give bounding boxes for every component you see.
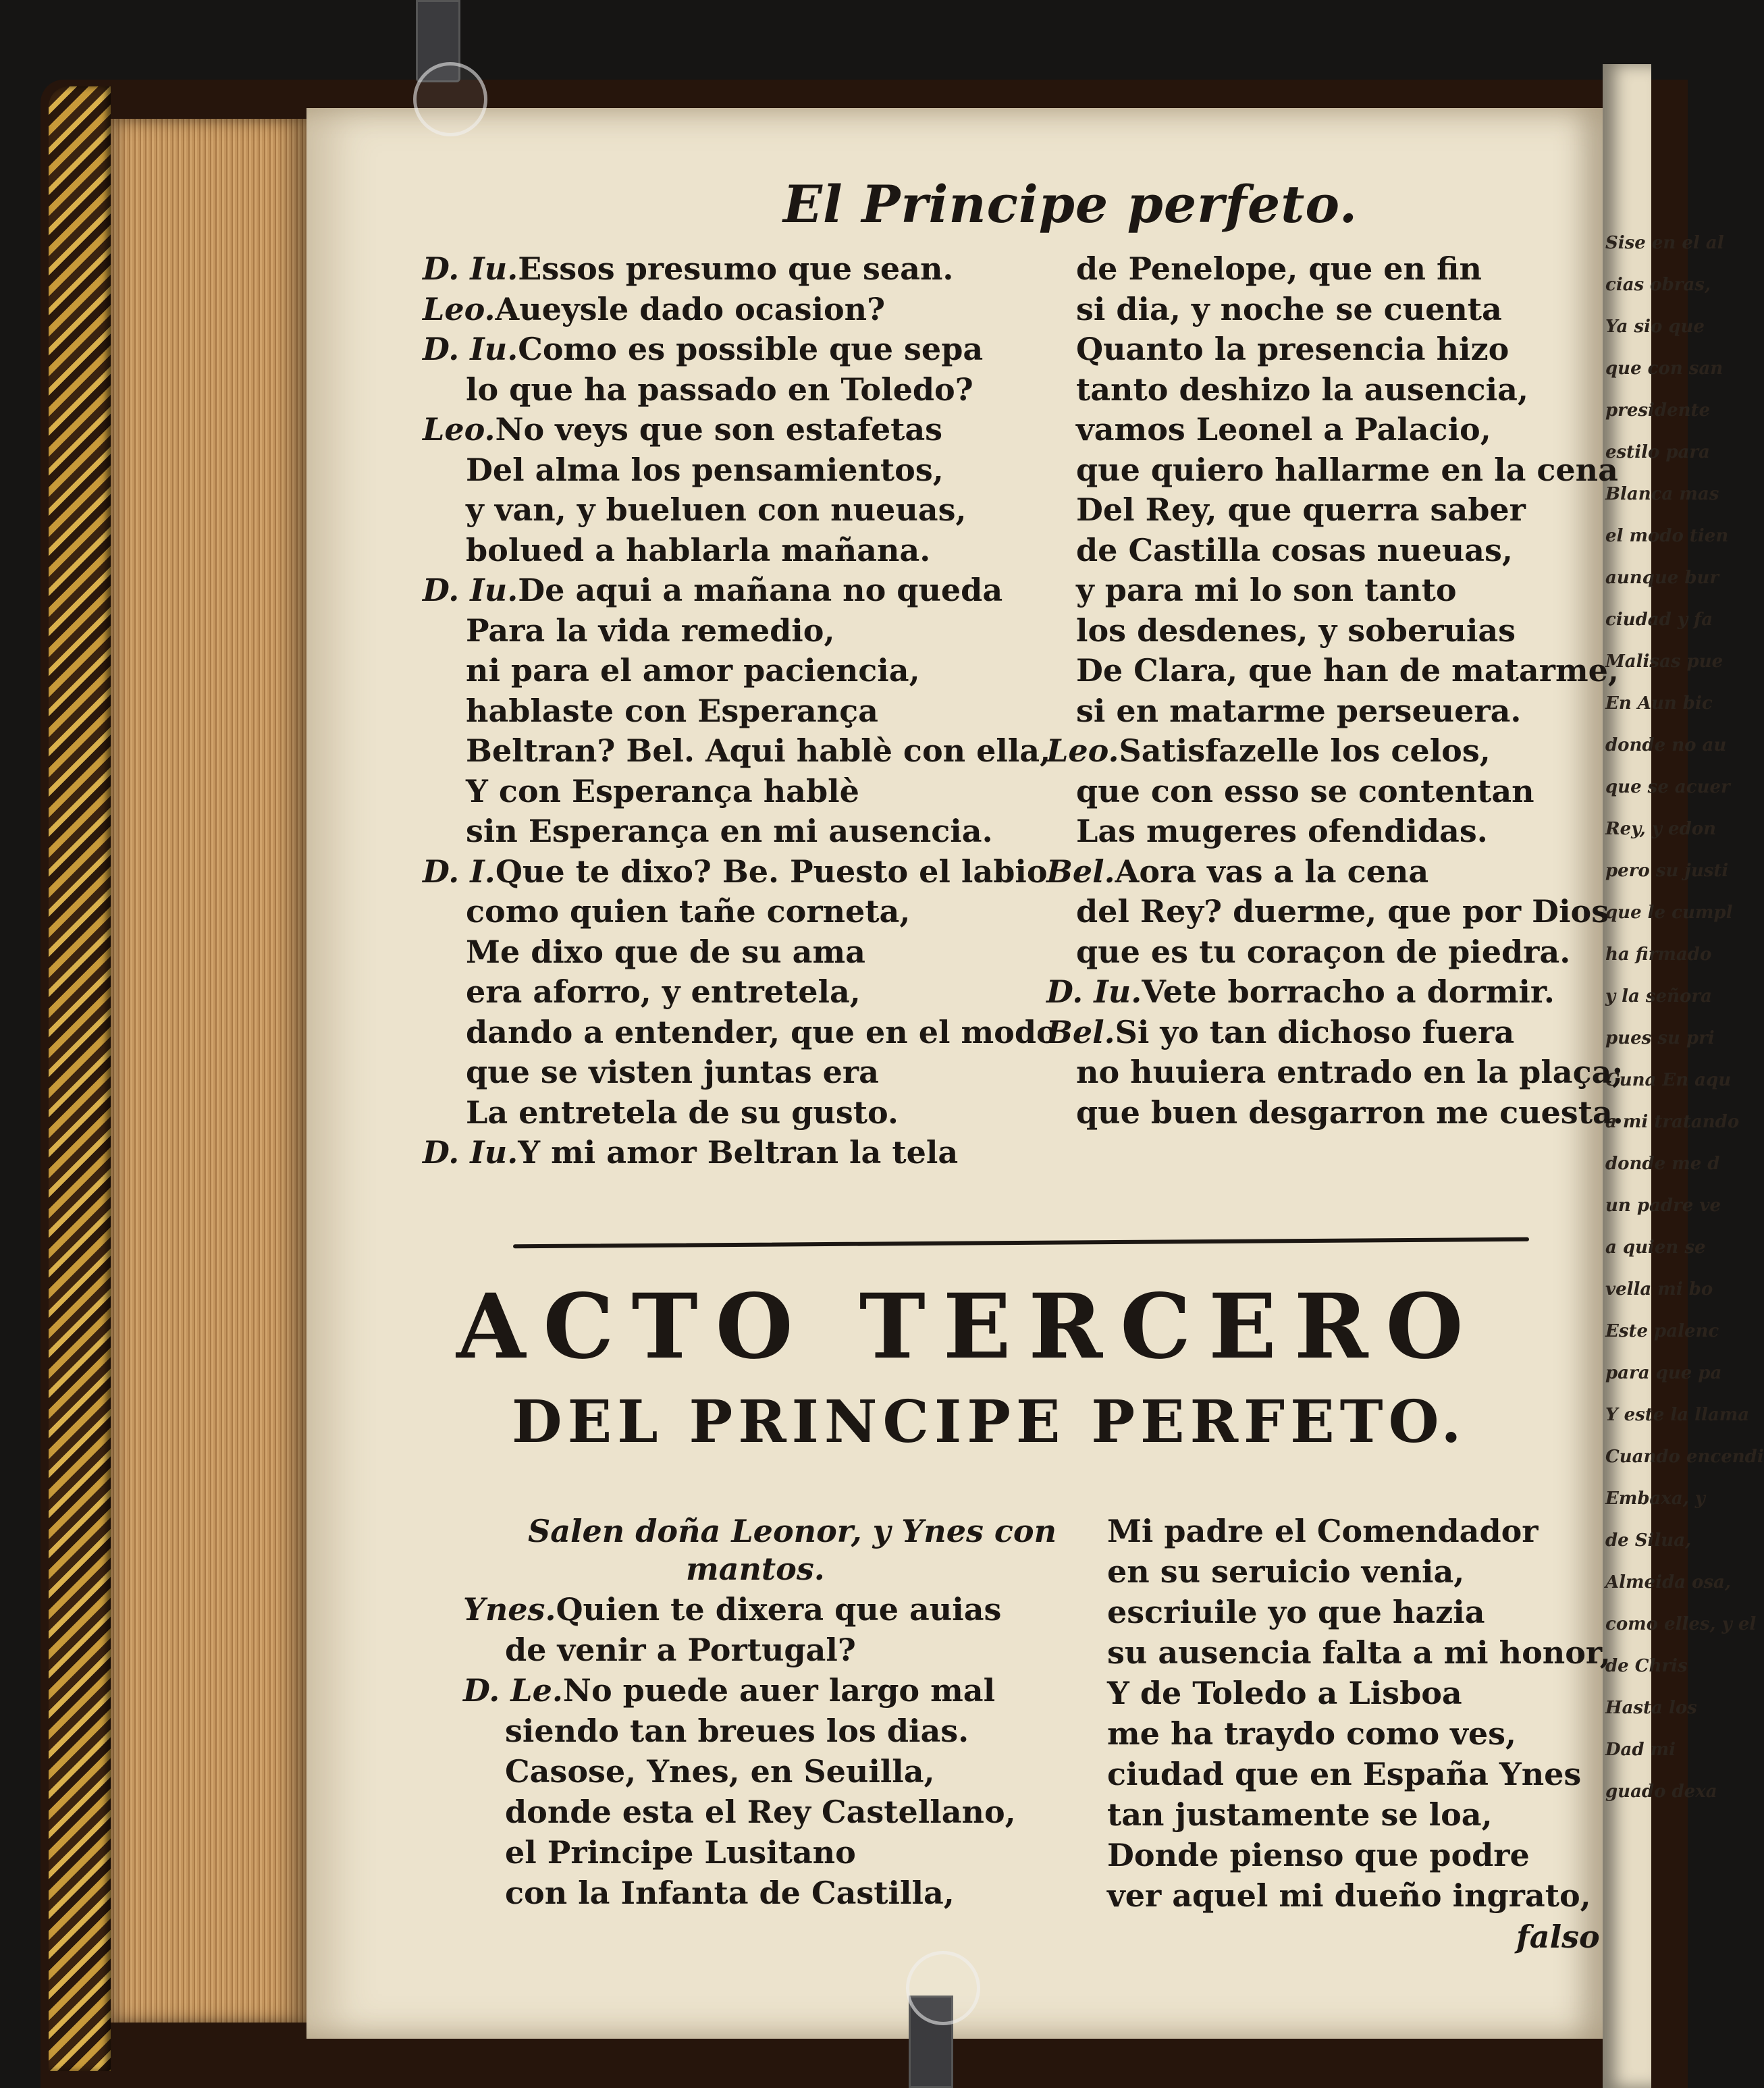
speaker-label: D. Iu. (423, 572, 518, 608)
verse-line (1076, 290, 1502, 328)
verse-text: Del Rey, que querra saber (1076, 491, 1526, 528)
verse-text: Y mi amor Beltran la tela (518, 1134, 959, 1171)
verse-line (1076, 250, 1482, 288)
verse-line (1107, 1796, 1493, 1833)
verse-text: siendo tan breues los dias. (505, 1713, 969, 1749)
facing-page-fragment: Ya sio que (1605, 317, 1705, 337)
verse-line (1107, 1877, 1591, 1915)
stage-direction-line: Salen doña Leonor, y Ynes con (528, 1513, 1057, 1549)
verse-line (466, 1053, 879, 1091)
speaker-label: D. Iu. (1046, 973, 1142, 1010)
verse-line (1046, 853, 1428, 890)
verse-text: que se visten juntas era (466, 1054, 879, 1090)
verse-line (1076, 371, 1528, 408)
verse-line (466, 1013, 1057, 1051)
verse-line (505, 1752, 935, 1790)
verse-text: de Penelope, que en fin (1076, 250, 1482, 287)
facing-page-fragment: En Aun bic (1605, 693, 1713, 714)
verse-line (423, 290, 885, 328)
verse-line (466, 371, 973, 408)
facing-page-fragment: Cuando encendi (1605, 1447, 1764, 1467)
verse-line (423, 1133, 958, 1171)
facing-page-fragment: el modo tien (1605, 526, 1729, 546)
verse-text: Aora vas a la cena (1115, 853, 1429, 890)
facing-page-fragment: de Silua, (1605, 1530, 1692, 1551)
verse-line (463, 1590, 1001, 1628)
verse-text: lo que ha passado en Toledo? (466, 371, 973, 408)
facing-page-fragment: que con san (1605, 358, 1723, 379)
facing-page-fragment: Este palenc (1605, 1321, 1719, 1341)
verse-text: los desdenes, y soberuias (1076, 612, 1516, 649)
facing-page-fragment: a mi tratando (1605, 1112, 1740, 1132)
verse-text: vamos Leonel a Palacio, (1076, 411, 1491, 448)
verse-text: de venir a Portugal? (505, 1632, 856, 1668)
verse-line (1076, 491, 1526, 529)
verse-line (505, 1712, 969, 1750)
verse-text: Y con Esperança hablè (466, 772, 859, 809)
speaker-label: Bel. (1046, 1013, 1115, 1050)
verse-line (423, 330, 983, 368)
verse-text: Donde pienso que podre (1107, 1837, 1530, 1873)
facing-page-fragment: donde no au (1605, 735, 1727, 755)
verse-text: que es tu coraçon de piedra. (1076, 933, 1571, 970)
facing-page-fragment: ha firmado (1605, 944, 1712, 965)
verse-text: De aqui a mañana no queda (518, 572, 1003, 608)
verse-text: tanto deshizo la ausencia, (1076, 371, 1528, 408)
verse-line (1076, 651, 1619, 689)
verse-text: del Rey? duerme, que por Dios (1076, 893, 1609, 930)
verse-text: De Clara, que han de matarme, (1076, 652, 1619, 689)
verse-line (1046, 973, 1555, 1011)
facing-page-fragment: cias obras, (1605, 275, 1711, 295)
verse-line (1107, 1553, 1464, 1590)
facing-page-fragment: Rey, y edon (1605, 819, 1716, 839)
facing-page-fragment: presidente (1605, 400, 1711, 421)
verse-line (1076, 571, 1457, 609)
verse-text: sin Esperança en mi ausencia. (466, 813, 993, 849)
verse-line (1107, 1512, 1539, 1550)
verse-text: ni para el amor paciencia, (466, 652, 920, 689)
verse-line (466, 612, 834, 649)
verse-line (466, 933, 865, 971)
verse-text: Para la vida remedio, (466, 612, 835, 649)
verse-text: No veys que son estafetas (495, 411, 943, 448)
verse-line (1046, 732, 1491, 770)
verse-text: Me dixo que de su ama (466, 933, 865, 970)
speaker-label: Leo. (423, 411, 496, 448)
verse-line (466, 973, 861, 1011)
verse-line (423, 571, 1003, 609)
speaker-label: D. Iu. (423, 250, 518, 287)
verse-line (1076, 1053, 1623, 1091)
verse-text: hablaste con Esperança (466, 692, 878, 729)
facing-page-fragment: a quien se (1605, 1237, 1706, 1258)
verse-text: me ha traydo como ves, (1107, 1715, 1517, 1752)
verse-line (1107, 1715, 1516, 1752)
facing-page-fragment: que le cumpl (1605, 903, 1733, 923)
facing-page-fragment: Cuna En aqu (1605, 1070, 1732, 1090)
verse-text: Como es possible que sepa (518, 331, 984, 367)
speaker-label: Leo. (1046, 732, 1119, 769)
verse-text: era aforro, y entretela, (466, 973, 861, 1010)
verse-line (1076, 772, 1534, 810)
verse-text: ciudad que en España Ynes (1107, 1756, 1582, 1792)
verse-line (1076, 451, 1618, 489)
verse-line (466, 491, 966, 529)
verse-line (463, 1671, 995, 1709)
verse-text: Satisfazelle los celos, (1119, 732, 1491, 769)
verse-text: donde esta el Rey Castellano, (505, 1794, 1016, 1830)
verse-text: que buen desgarron me cuesta. (1076, 1094, 1624, 1131)
speaker-label: Ynes. (463, 1591, 556, 1628)
facing-page-fragment: Blanca mas (1605, 484, 1719, 504)
verse-text: Beltran? Bel. Aqui hablè con ella, (466, 732, 1051, 769)
speaker-label: D. Le. (463, 1672, 563, 1709)
verse-line (1107, 1593, 1485, 1631)
verse-text: su ausencia falta a mi honor, (1107, 1634, 1611, 1671)
verse-line (466, 1094, 899, 1131)
verse-text: dando a entender, que en el modo (466, 1013, 1057, 1050)
facing-page-fragment: ciudad y fa (1605, 610, 1713, 630)
facing-page-fragment: como elles, y el (1605, 1614, 1757, 1634)
facing-page-fragment: aunque bur (1605, 568, 1719, 588)
verse-line (1076, 531, 1513, 569)
verse-text: ver aquel mi dueño ingrato, (1107, 1877, 1591, 1914)
verse-line (1076, 892, 1609, 930)
verse-line (1046, 1013, 1514, 1051)
facing-page-fragment: Malisas pue (1605, 651, 1723, 672)
verse-line (1076, 933, 1570, 971)
verse-line (1107, 1674, 1462, 1712)
verse-text: Del alma los pensamientos, (466, 451, 944, 488)
verse-line (423, 853, 1048, 890)
verse-text: con la Infanta de Castilla, (505, 1875, 955, 1911)
verse-text: Mi padre el Comendador (1107, 1513, 1539, 1549)
verse-text: Vete borracho a dormir. (1142, 973, 1555, 1010)
verse-text: Quien te dixera que auias (556, 1591, 1002, 1628)
speaker-label: Leo. (423, 290, 496, 327)
act-title: ACTO TERCERO (456, 1275, 1481, 1379)
verse-text: tan justamente se loa, (1107, 1796, 1493, 1833)
verse-line (1076, 410, 1491, 448)
verse-line (1076, 1094, 1624, 1131)
verse-line (505, 1874, 955, 1912)
speaker-label: D. I. (423, 853, 496, 890)
verse-line (466, 892, 910, 930)
facing-page-fragment: Hasta los (1605, 1698, 1697, 1718)
speaker-label: D. Iu. (423, 1134, 518, 1171)
verse-text: Que te dixo? Be. Puesto el labio (495, 853, 1048, 890)
running-head: El Principe perfeto. (783, 174, 1358, 234)
verse-line (1076, 612, 1516, 649)
verse-text: Essos presumo que sean. (518, 250, 954, 287)
verse-text: en su seruicio venia, (1107, 1553, 1465, 1590)
verse-text: si dia, y noche se cuenta (1076, 290, 1502, 327)
top-clip-ring (413, 62, 487, 136)
verse-text: que quiero hallarme en la cena (1076, 451, 1618, 488)
verse-text: No puede auer largo mal (562, 1672, 996, 1709)
verse-text: La entretela de su gusto. (466, 1094, 899, 1131)
verse-text: el Principe Lusitano (505, 1834, 856, 1871)
facing-page-fragment: guado dexa (1605, 1782, 1717, 1802)
stage-direction-line: mantos. (686, 1551, 825, 1587)
verse-text: bolued a hablarla mañana. (466, 531, 931, 568)
verse-line (505, 1793, 1016, 1831)
verse-line (1107, 1755, 1581, 1793)
facing-page-fragment: estilo para (1605, 442, 1710, 462)
verse-line (1076, 812, 1488, 850)
verse-line (1107, 1836, 1530, 1874)
facing-page-fragment: Almeida osa, (1605, 1572, 1731, 1592)
facing-page-fragment: y la señora (1605, 986, 1712, 1007)
verse-line (505, 1631, 856, 1669)
verse-text: y van, y bueluen con nueuas, (466, 491, 967, 528)
verse-text: y para mi lo son tanto (1076, 572, 1457, 608)
facing-page-fragment: Dad mi (1605, 1740, 1676, 1760)
facing-page-fragment: pues su pri (1605, 1028, 1715, 1048)
verse-text: Y de Toledo a Lisboa (1107, 1675, 1462, 1711)
speaker-label: D. Iu. (423, 331, 518, 367)
verse-text: Si yo tan dichoso fuera (1115, 1013, 1515, 1050)
verse-line (1076, 692, 1521, 730)
verse-text: que con esso se contentan (1076, 772, 1534, 809)
facing-page-fragment: Y este la llama (1605, 1405, 1750, 1425)
verse-line (505, 1833, 856, 1871)
act-subtitle: DEL PRINCIPE PERFETO. (512, 1388, 1467, 1456)
verse-line (1076, 330, 1509, 368)
verse-line (466, 651, 920, 689)
verse-text: si en matarme perseuera. (1076, 692, 1522, 729)
verse-text: Aueysle dado ocasion? (495, 290, 886, 327)
facing-page-fragment: pero su justi (1605, 861, 1729, 881)
facing-page-fragment: Embaxa, y (1605, 1489, 1705, 1509)
gilt-border (49, 86, 111, 2071)
verse-line (466, 732, 1050, 770)
facing-page-fragment: un padre ve (1605, 1196, 1721, 1216)
verse-line (423, 410, 942, 448)
verse-text: no huuiera entrado en la plaça; (1076, 1054, 1624, 1090)
bottom-clip-ring (906, 1951, 980, 2025)
verse-line (466, 812, 993, 850)
facing-page-fragment: donde me d (1605, 1154, 1720, 1174)
verse-line (466, 692, 878, 730)
verse-line (1107, 1634, 1611, 1671)
verse-text: como quien tañe corneta, (466, 893, 911, 930)
verse-text: de Castilla cosas nueuas, (1076, 531, 1513, 568)
facing-page-fragment: de Chris (1605, 1656, 1688, 1676)
verse-text: Quanto la presencia hizo (1076, 331, 1509, 367)
verse-text: escriuile yo que hazia (1107, 1594, 1485, 1630)
facing-page-fragment: para que pa (1605, 1363, 1722, 1383)
verse-text: Las mugeres ofendidas. (1076, 813, 1488, 849)
facing-page-fragment: vella mi bo (1605, 1279, 1713, 1300)
verse-line (466, 451, 944, 489)
verse-text: Casose, Ynes, en Seuilla, (505, 1753, 935, 1790)
speaker-label: Bel. (1046, 853, 1115, 890)
facing-page-fragment: que se acuer (1605, 777, 1730, 797)
catchword: falso (1516, 1919, 1600, 1955)
page-edges (111, 119, 306, 2023)
facing-page-fragment: Sise en el al (1605, 233, 1724, 253)
verse-line (466, 531, 930, 569)
verse-line (466, 772, 859, 810)
verse-line (423, 250, 953, 288)
